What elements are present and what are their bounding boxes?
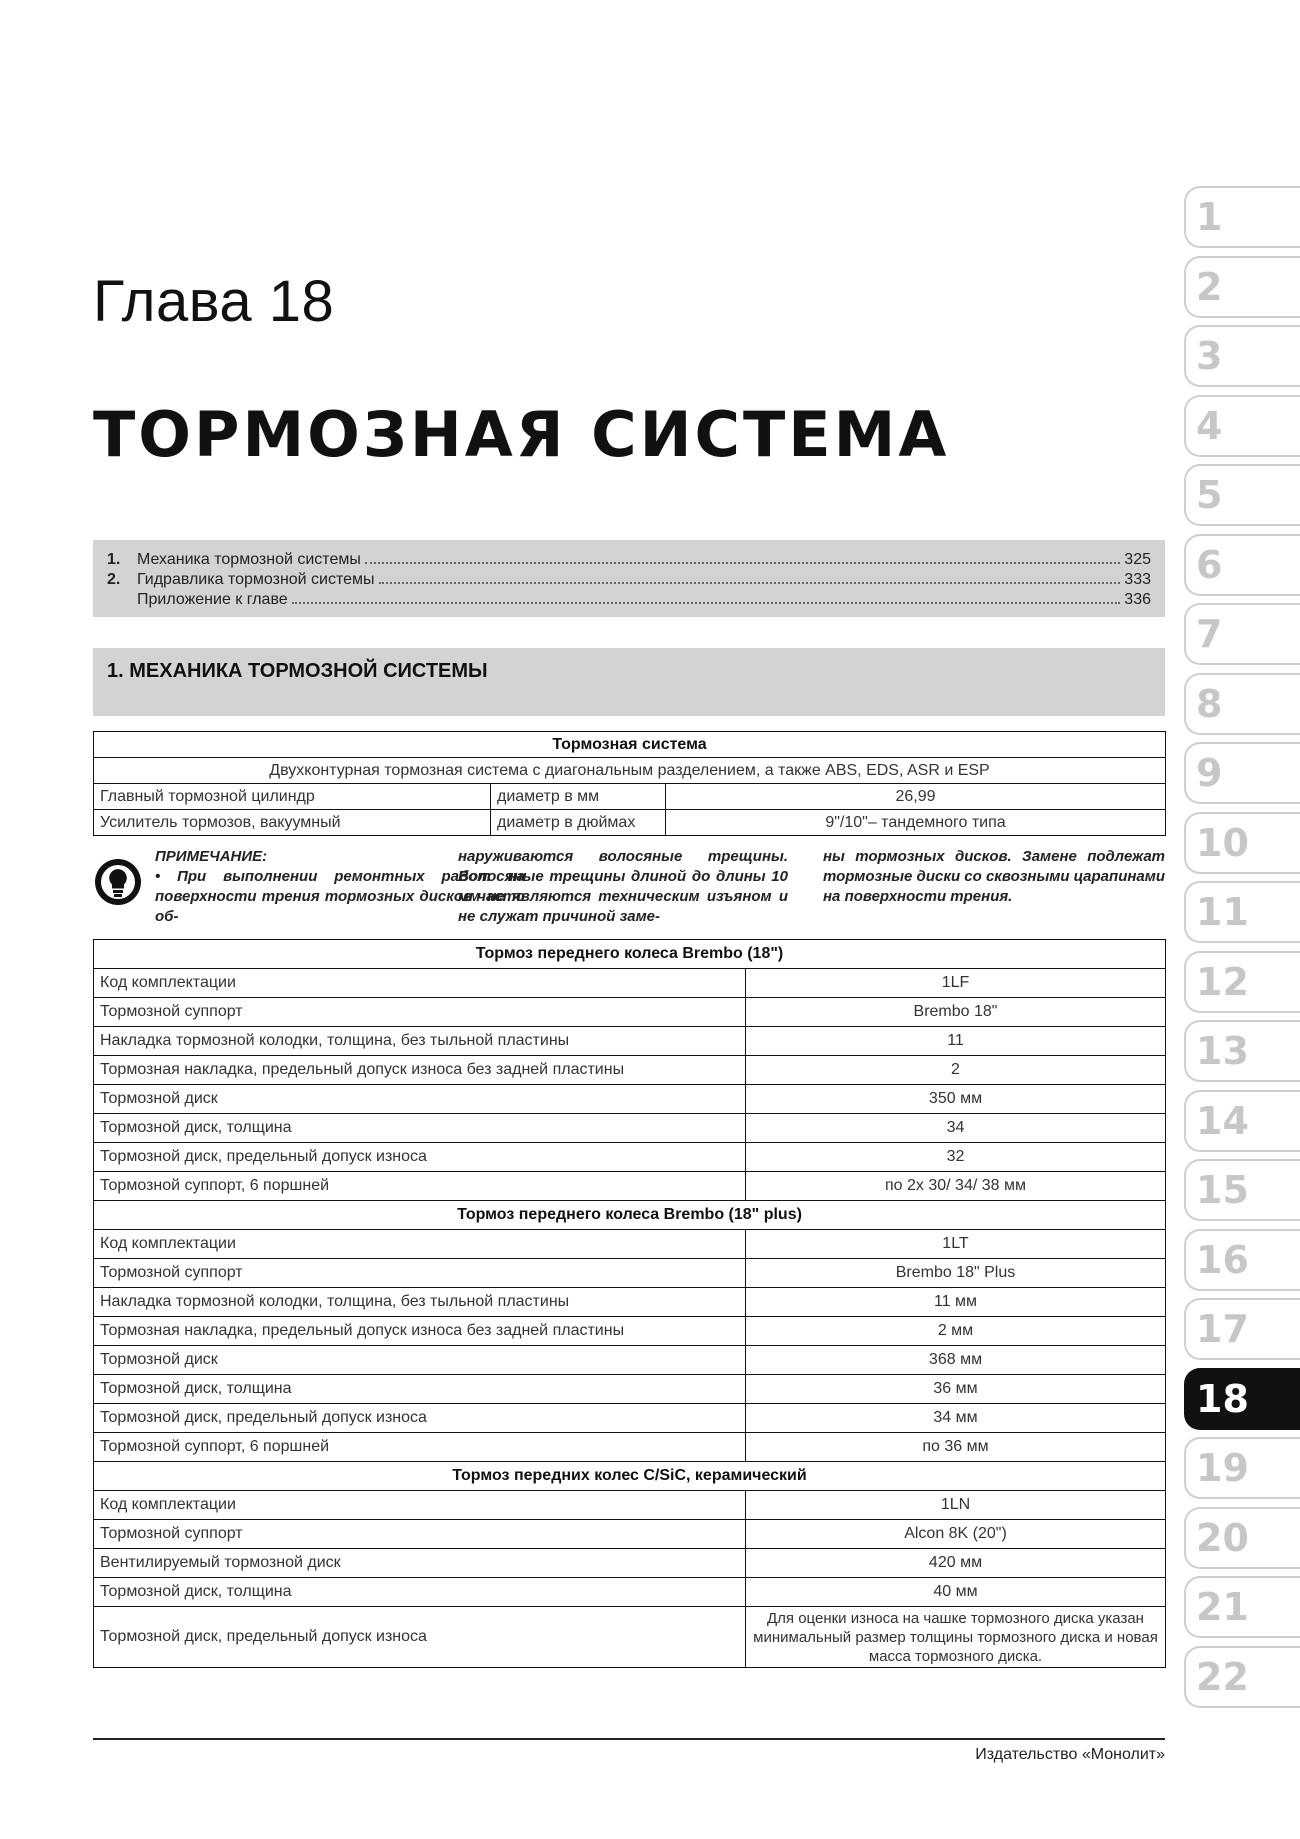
chapter-tab-13[interactable]: 13 xyxy=(1184,1020,1300,1082)
chapter-tab-12[interactable]: 12 xyxy=(1184,951,1300,1013)
lightbulb-icon xyxy=(93,857,143,907)
publisher-footer: Издательство «Монолит» xyxy=(975,1746,1165,1763)
table-row xyxy=(94,969,1166,998)
row-name: Тормозной диск, толщина xyxy=(94,1375,746,1404)
chapter-tab-3[interactable]: 3 xyxy=(1184,325,1300,387)
chapter-tab-21[interactable]: 21 xyxy=(1184,1576,1300,1638)
row-name: Главный тормозной цилиндр xyxy=(94,784,491,810)
chapter-tab-22[interactable]: 22 xyxy=(1184,1646,1300,1708)
chapter-tab-20[interactable]: 20 xyxy=(1184,1507,1300,1569)
row-value: 2 xyxy=(746,1056,1166,1085)
row-param: диаметр в мм xyxy=(491,784,666,810)
row-name: Вентилируемый тормозной диск xyxy=(94,1549,746,1578)
table-of-contents xyxy=(93,540,1165,617)
table-row xyxy=(94,758,1166,784)
note-text-1: • При выполнении ремонтных работ на поверхности трения тормозных дисков часто об- xyxy=(155,868,525,925)
note-heading: ПРИМЕЧАНИЕ: xyxy=(155,848,268,865)
row-value: 1LN xyxy=(746,1491,1166,1520)
row-name: Тормозной суппорт, 6 поршней xyxy=(94,1172,746,1201)
row-name: Тормозной диск, предельный допуск износа xyxy=(94,1143,746,1172)
toc-item-text: Гидравлика тормозной системы xyxy=(137,571,375,588)
system-description: Двухконтурная тормозная система с диагональным разделением, а также ABS, EDS, ASR и ESP xyxy=(94,758,1166,784)
chapter-tab-19[interactable]: 19 xyxy=(1184,1437,1300,1499)
chapter-tab-16[interactable]: 16 xyxy=(1184,1229,1300,1291)
toc-leader-dots xyxy=(365,550,1120,564)
row-value: Alcon 8K (20") xyxy=(746,1520,1166,1549)
toc-leader-dots xyxy=(292,590,1121,604)
row-name: Накладка тормозной колодки, толщина, без тыльной пластины xyxy=(94,1288,746,1317)
toc-item-text: Приложение к главе xyxy=(137,591,288,608)
table-section-header-row xyxy=(94,1462,1166,1491)
row-value: 368 мм xyxy=(746,1346,1166,1375)
table-header: Тормозная система xyxy=(94,732,1166,758)
row-param: диаметр в дюймах xyxy=(491,810,666,836)
toc-item-page: 333 xyxy=(1124,571,1151,588)
row-name: Тормозная накладка, предельный допуск износа без задней пластины xyxy=(94,1056,746,1085)
chapter-tab-8[interactable]: 8 xyxy=(1184,673,1300,735)
row-value: 40 мм xyxy=(746,1578,1166,1607)
row-value: 36 мм xyxy=(746,1375,1166,1404)
toc-item-number: 2. xyxy=(107,571,121,588)
row-value: 420 мм xyxy=(746,1549,1166,1578)
brake-system-table xyxy=(93,731,1166,836)
table-row xyxy=(94,1056,1166,1085)
row-value: 2 мм xyxy=(746,1317,1166,1346)
footer-divider xyxy=(93,1738,1165,1740)
row-name: Тормозной диск xyxy=(94,1346,746,1375)
row-name: Тормозной суппорт xyxy=(94,1259,746,1288)
row-value: 1LF xyxy=(746,969,1166,998)
table-row xyxy=(94,784,1166,810)
chapter-tab-15[interactable]: 15 xyxy=(1184,1159,1300,1221)
row-value: 350 мм xyxy=(746,1085,1166,1114)
front-brake-table xyxy=(93,939,1166,1668)
table-row xyxy=(94,1549,1166,1578)
table-section-header-row xyxy=(94,940,1166,969)
row-name: Накладка тормозной колодки, толщина, без тыльной пластины xyxy=(94,1027,746,1056)
table-row xyxy=(94,1259,1166,1288)
table-row xyxy=(94,1143,1166,1172)
table-row xyxy=(94,1491,1166,1520)
table-section-header: Тормоз переднего колеса Brembo (18") xyxy=(94,940,1166,969)
toc-item[interactable] xyxy=(107,590,1151,610)
note-block xyxy=(93,843,1165,931)
row-name: Тормозной диск, предельный допуск износа xyxy=(94,1607,746,1668)
chapter-tab-5[interactable]: 5 xyxy=(1184,464,1300,526)
chapter-title: ТОРМОЗНАЯ СИСТЕМА xyxy=(93,398,950,471)
table-header-row xyxy=(94,732,1166,758)
row-value: 1LT xyxy=(746,1230,1166,1259)
table-row xyxy=(94,1607,1166,1668)
chapter-tab-17[interactable]: 17 xyxy=(1184,1298,1300,1360)
toc-item-page: 336 xyxy=(1124,591,1151,608)
note-column-3 xyxy=(823,847,1165,907)
table-row xyxy=(94,810,1166,836)
table-row xyxy=(94,1027,1166,1056)
chapter-tab-9[interactable]: 9 xyxy=(1184,742,1300,804)
toc-item[interactable] xyxy=(107,570,1151,590)
chapter-tab-6[interactable]: 6 xyxy=(1184,534,1300,596)
row-name: Код комплектации xyxy=(94,1491,746,1520)
row-name: Тормозная накладка, предельный допуск износа без задней пластины xyxy=(94,1317,746,1346)
table-row xyxy=(94,1085,1166,1114)
row-value: по 2x 30/ 34/ 38 мм xyxy=(746,1172,1166,1201)
section-title: 1. МЕХАНИКА ТОРМОЗНОЙ СИСТЕМЫ xyxy=(107,660,488,682)
row-value: 9"/10"– тандемного типа xyxy=(666,810,1166,836)
table-row xyxy=(94,1114,1166,1143)
row-value: по 36 мм xyxy=(746,1433,1166,1462)
table-row xyxy=(94,1520,1166,1549)
note-column-2 xyxy=(458,847,788,927)
table-row xyxy=(94,1346,1166,1375)
row-value: 11 xyxy=(746,1027,1166,1056)
row-name: Тормозной суппорт, 6 поршней xyxy=(94,1433,746,1462)
table-section-header-row xyxy=(94,1201,1166,1230)
table-row xyxy=(94,1578,1166,1607)
table-row xyxy=(94,1230,1166,1259)
toc-item-number: 1. xyxy=(107,551,121,568)
table-section-header: Тормоз переднего колеса Brembo (18" plus) xyxy=(94,1201,1166,1230)
row-name: Тормозной диск xyxy=(94,1085,746,1114)
row-value: 32 xyxy=(746,1143,1166,1172)
toc-leader-dots xyxy=(379,570,1121,584)
row-value: 34 xyxy=(746,1114,1166,1143)
chapter-label: Глава 18 xyxy=(93,269,335,334)
chapter-tab-4[interactable]: 4 xyxy=(1184,395,1300,457)
toc-item[interactable] xyxy=(107,550,1151,570)
table-section-header: Тормоз передних колес C/SiC, керамический xyxy=(94,1462,1166,1491)
table-row xyxy=(94,1172,1166,1201)
chapter-tab-11[interactable]: 11 xyxy=(1184,881,1300,943)
row-name: Тормозной диск, толщина xyxy=(94,1578,746,1607)
table-row xyxy=(94,1404,1166,1433)
row-name: Тормозной суппорт xyxy=(94,998,746,1027)
toc-item-page: 325 xyxy=(1124,551,1151,568)
row-name: Код комплектации xyxy=(94,1230,746,1259)
chapter-tab-1[interactable]: 1 xyxy=(1184,186,1300,248)
table-row xyxy=(94,1317,1166,1346)
row-value: Для оценки износа на чашке тормозного диска указан минимальный размер толщины тормозного диска и новая масса тормозного диска. xyxy=(746,1607,1166,1668)
note-text-2: наруживаются волосяные трещины. Волосяные трещины длиной до длины 10 мм не являются техническим изъяном и не служат причиной заме- xyxy=(458,848,788,925)
note-text-3: ны тормозных дисков. Замене подлежат тормозные диски со сквозными царапинами на поверхности трения. xyxy=(823,848,1166,905)
chapter-tab-2[interactable]: 2 xyxy=(1184,256,1300,318)
table-row xyxy=(94,1433,1166,1462)
row-name: Усилитель тормозов, вакуумный xyxy=(94,810,491,836)
row-value: Brembo 18" Plus xyxy=(746,1259,1166,1288)
row-name: Тормозной суппорт xyxy=(94,1520,746,1549)
chapter-tab-18[interactable]: 18 xyxy=(1184,1368,1300,1430)
table-row xyxy=(94,1288,1166,1317)
row-value: Brembo 18" xyxy=(746,998,1166,1027)
table-row xyxy=(94,998,1166,1027)
toc-item-text: Механика тормозной системы xyxy=(137,551,361,568)
chapter-tab-7[interactable]: 7 xyxy=(1184,603,1300,665)
chapter-tab-14[interactable]: 14 xyxy=(1184,1090,1300,1152)
row-name: Тормозной диск, предельный допуск износа xyxy=(94,1404,746,1433)
section-header-bar xyxy=(93,648,1165,716)
chapter-tab-10[interactable]: 10 xyxy=(1184,812,1300,874)
table-row xyxy=(94,1375,1166,1404)
row-name: Код комплектации xyxy=(94,969,746,998)
row-value: 11 мм xyxy=(746,1288,1166,1317)
row-value: 34 мм xyxy=(746,1404,1166,1433)
row-value: 26,99 xyxy=(666,784,1166,810)
row-name: Тормозной диск, толщина xyxy=(94,1114,746,1143)
